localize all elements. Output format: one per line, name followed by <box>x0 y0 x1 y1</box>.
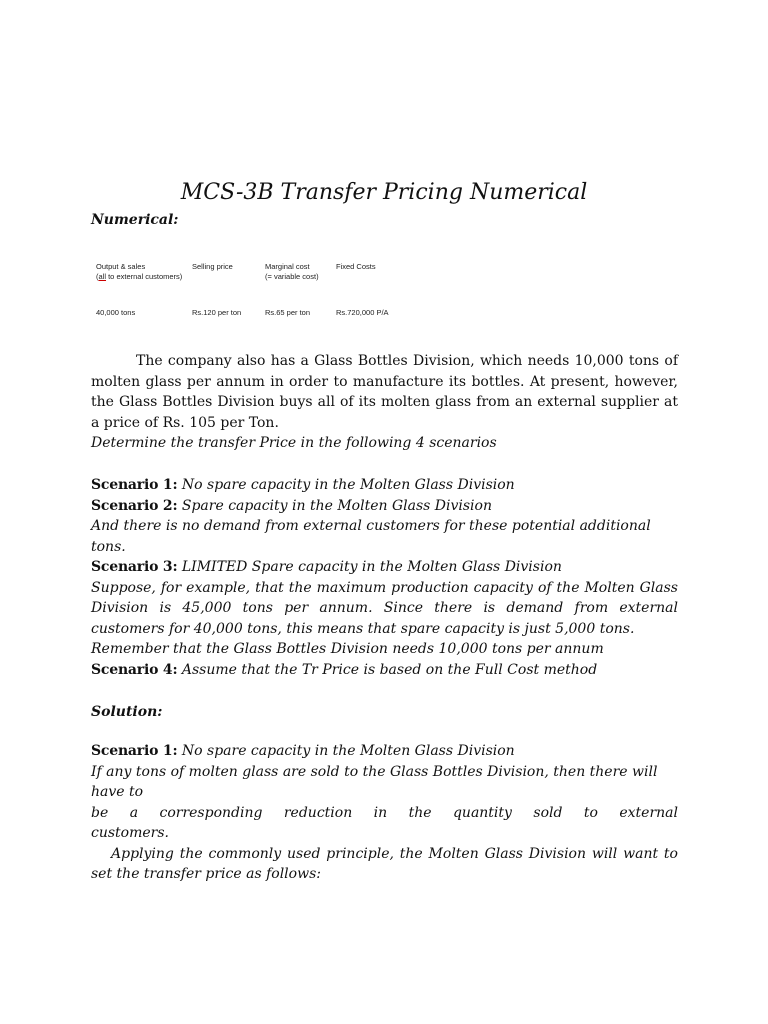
solution-line-3: customers. <box>91 825 169 841</box>
scenario-3-text: LIMITED Spare capacity in the Molten Glass Division <box>181 559 562 575</box>
solution-scenario-1: Scenario 1: No spare capacity in the Molten Glass Division <box>91 743 515 759</box>
scenario-1: Scenario 1: No spare capacity in the Molten Glass Division <box>91 477 515 493</box>
table-header-fixed-costs: Fixed Costs <box>336 262 376 271</box>
solution-scenario-1-text: No spare capacity in the Molten Glass Division <box>181 743 515 759</box>
solution-scenario-1-label: Scenario 1 <box>91 743 173 759</box>
scenario-2-note: And there is no demand from external customers for these potential additional tons. <box>91 518 651 555</box>
table-cell-selling-price: Rs.120 per ton <box>192 308 242 317</box>
scenario-3-paragraph: Suppose, for example, that the maximum production capacity of the Molten Glass Division is 45,000 tons per annum. Since there is demand from external customers for 40,000 tons, this means that spare capacity is just 5,000 tons. <box>91 579 678 637</box>
table-header-marginal-cost: Marginal cost (= variable cost) <box>265 262 319 281</box>
solution-heading: Solution: <box>91 704 163 720</box>
table-header-selling-price: Selling price <box>192 262 233 271</box>
solution-paragraph-2: Applying the commonly used principle, the Molten Glass Division will want to set the transfer price as follows: <box>91 845 678 882</box>
table-cell-marginal-cost: Rs.65 per ton <box>265 308 311 317</box>
scenario-2-text: Spare capacity in the Molten Glass Division <box>181 497 492 514</box>
numerical-heading: Numerical: <box>91 212 179 228</box>
scenario-2: Scenario 2: Spare capacity in the Molten Glass Division <box>91 497 492 514</box>
table-cell-output: 40,000 tons <box>96 308 136 317</box>
scenario-4-label: Scenario 4 <box>91 661 173 678</box>
table-header-output: Output & sales (all to external customers) <box>96 262 183 281</box>
table-cell-fixed-costs: Rs.720,000 P/A <box>336 308 389 317</box>
intro-paragraph: The company also has a Glass Bottles Division, which needs 10,000 tons of molten glass per annum in order to manufacture its bottles. At present, however, the Glass Bottles Division buys all of its molten glass from an external supplier at a price of Rs. 105 per Ton. <box>91 353 678 431</box>
scenario-1-text: No spare capacity in the Molten Glass Division <box>181 477 515 493</box>
scenario-3: Scenario 3: LIMITED Spare capacity in the Molten Glass Division <box>91 559 562 575</box>
page-title: MCS-3B Transfer Pricing Numerical <box>180 180 588 205</box>
solution-line-2: be a corresponding reduction in the quantity sold to external <box>91 804 678 821</box>
scenario-3-remember: Remember that the Glass Bottles Division needs 10,000 tons per annum <box>91 641 604 657</box>
scenario-2-label: Scenario 2 <box>91 497 173 514</box>
solution-line-1: If any tons of molten glass are sold to the Glass Bottles Division, then there will have to <box>91 763 658 800</box>
scenario-4: Scenario 4: Assume that the Tr Price is based on the Full Cost method <box>91 661 598 678</box>
solution-section <box>91 741 678 885</box>
scenario-3-label: Scenario 3 <box>91 559 173 575</box>
scenario-4-text: Assume that the Tr Price is based on the Full Cost method <box>181 661 598 678</box>
determine-line: Determine the transfer Price in the following 4 scenarios <box>91 435 497 451</box>
scenario-1-label: Scenario 1 <box>91 477 173 493</box>
scenarios-section <box>91 475 678 680</box>
